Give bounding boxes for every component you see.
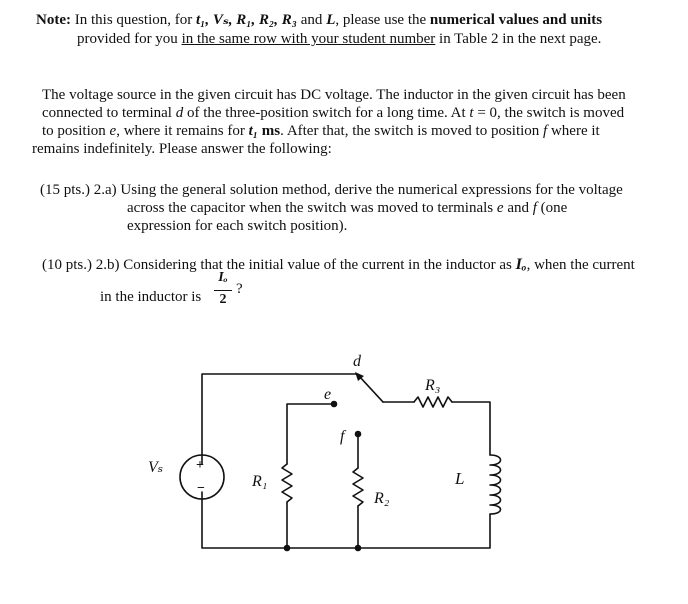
label-f: f [340, 428, 345, 445]
note-var-L: L [326, 12, 336, 28]
junction-dot-bottom-2 [355, 545, 362, 552]
switch-blade [359, 376, 383, 402]
inductor-coils [490, 455, 501, 514]
note-underlined: in the same row with your student number [181, 31, 436, 47]
wire-left-bottom [202, 492, 358, 548]
fraction-denominator: 2 [219, 292, 227, 307]
intro-ms: ms [261, 123, 281, 139]
intro-t1: t₁ [248, 123, 259, 139]
wire-right [452, 402, 490, 455]
intro-line-1: The voltage source in the given circuit has DC voltage. The inductor in the given circuit has been [42, 87, 626, 103]
source-plus: + [196, 458, 204, 473]
intro-text: = 0, the switch is moved [477, 105, 625, 121]
terminal-e-dot [331, 401, 338, 408]
q2a-text: across the capacitor when the switch was moved to terminals [127, 200, 494, 216]
label-L: L [455, 469, 465, 488]
label-r1: R₁ [252, 473, 268, 490]
label-r3: R₃ [425, 377, 441, 394]
wire-e-r1 [287, 404, 334, 464]
note-and: and [300, 12, 323, 28]
q2a-and: and [507, 200, 529, 216]
label-d: d [353, 353, 361, 370]
q2b-text: (10 pts.) 2.b) Considering that the initial value of the current in the inductor as [42, 257, 512, 273]
note-line2-a: provided for you [77, 31, 178, 47]
q2a-line-1: (15 pts.) 2.a) Using the general solution method, derive the numerical expressions for the voltage [40, 182, 623, 198]
note-text: In this question, for [74, 12, 193, 28]
q2b-line-2: in the inductor is [100, 289, 202, 305]
intro-line-4: remains indefinitely. Please answer the following: [32, 141, 332, 157]
note-label: Note: [36, 12, 71, 28]
note-variables: t₁, Vₛ, R₁, R₂, R₃ [195, 12, 298, 28]
intro-text: connected to terminal [42, 105, 172, 121]
intro-t: t [469, 105, 474, 121]
label-e: e [324, 386, 332, 403]
terminal-f-dot [355, 431, 362, 438]
intro-text: , where it remains for [116, 123, 245, 139]
label-r2: R₂ [374, 490, 390, 507]
fraction-numerator: Iₒ [218, 270, 228, 285]
intro-text: of the three-position switch for a long time. At [186, 105, 466, 121]
q2b-Io: Iₒ [515, 256, 527, 273]
intro-f: f [543, 123, 548, 139]
intro-e: e [109, 123, 117, 139]
intro-text: . After that, the switch is moved to position [280, 123, 540, 139]
q2b-text: , when the current [526, 257, 635, 273]
q2a-f: f [532, 200, 537, 216]
r3-zigzag [414, 397, 452, 407]
q2a-e: e [496, 200, 504, 216]
q2a-text: (one [540, 200, 568, 216]
wire-left-top [202, 374, 356, 464]
source-minus: − [197, 481, 205, 496]
r1-zigzag [282, 464, 292, 502]
note-text-2: , please use the [335, 12, 427, 28]
intro-text: where it [550, 123, 600, 139]
intro-d: d [175, 105, 184, 121]
q2b-question-mark: ? [236, 281, 243, 297]
r2-zigzag [353, 468, 363, 506]
q2a-line-3: expression for each switch position). [127, 218, 348, 234]
label-vs: Vₛ [148, 459, 164, 476]
note-line2-b: in Table 2 in the next page. [439, 31, 602, 47]
intro-text: to position [42, 123, 106, 139]
note-bold-phrase: numerical values and units [429, 12, 603, 28]
wire-right-bottom [358, 514, 490, 548]
junction-dot-bottom-1 [284, 545, 291, 552]
